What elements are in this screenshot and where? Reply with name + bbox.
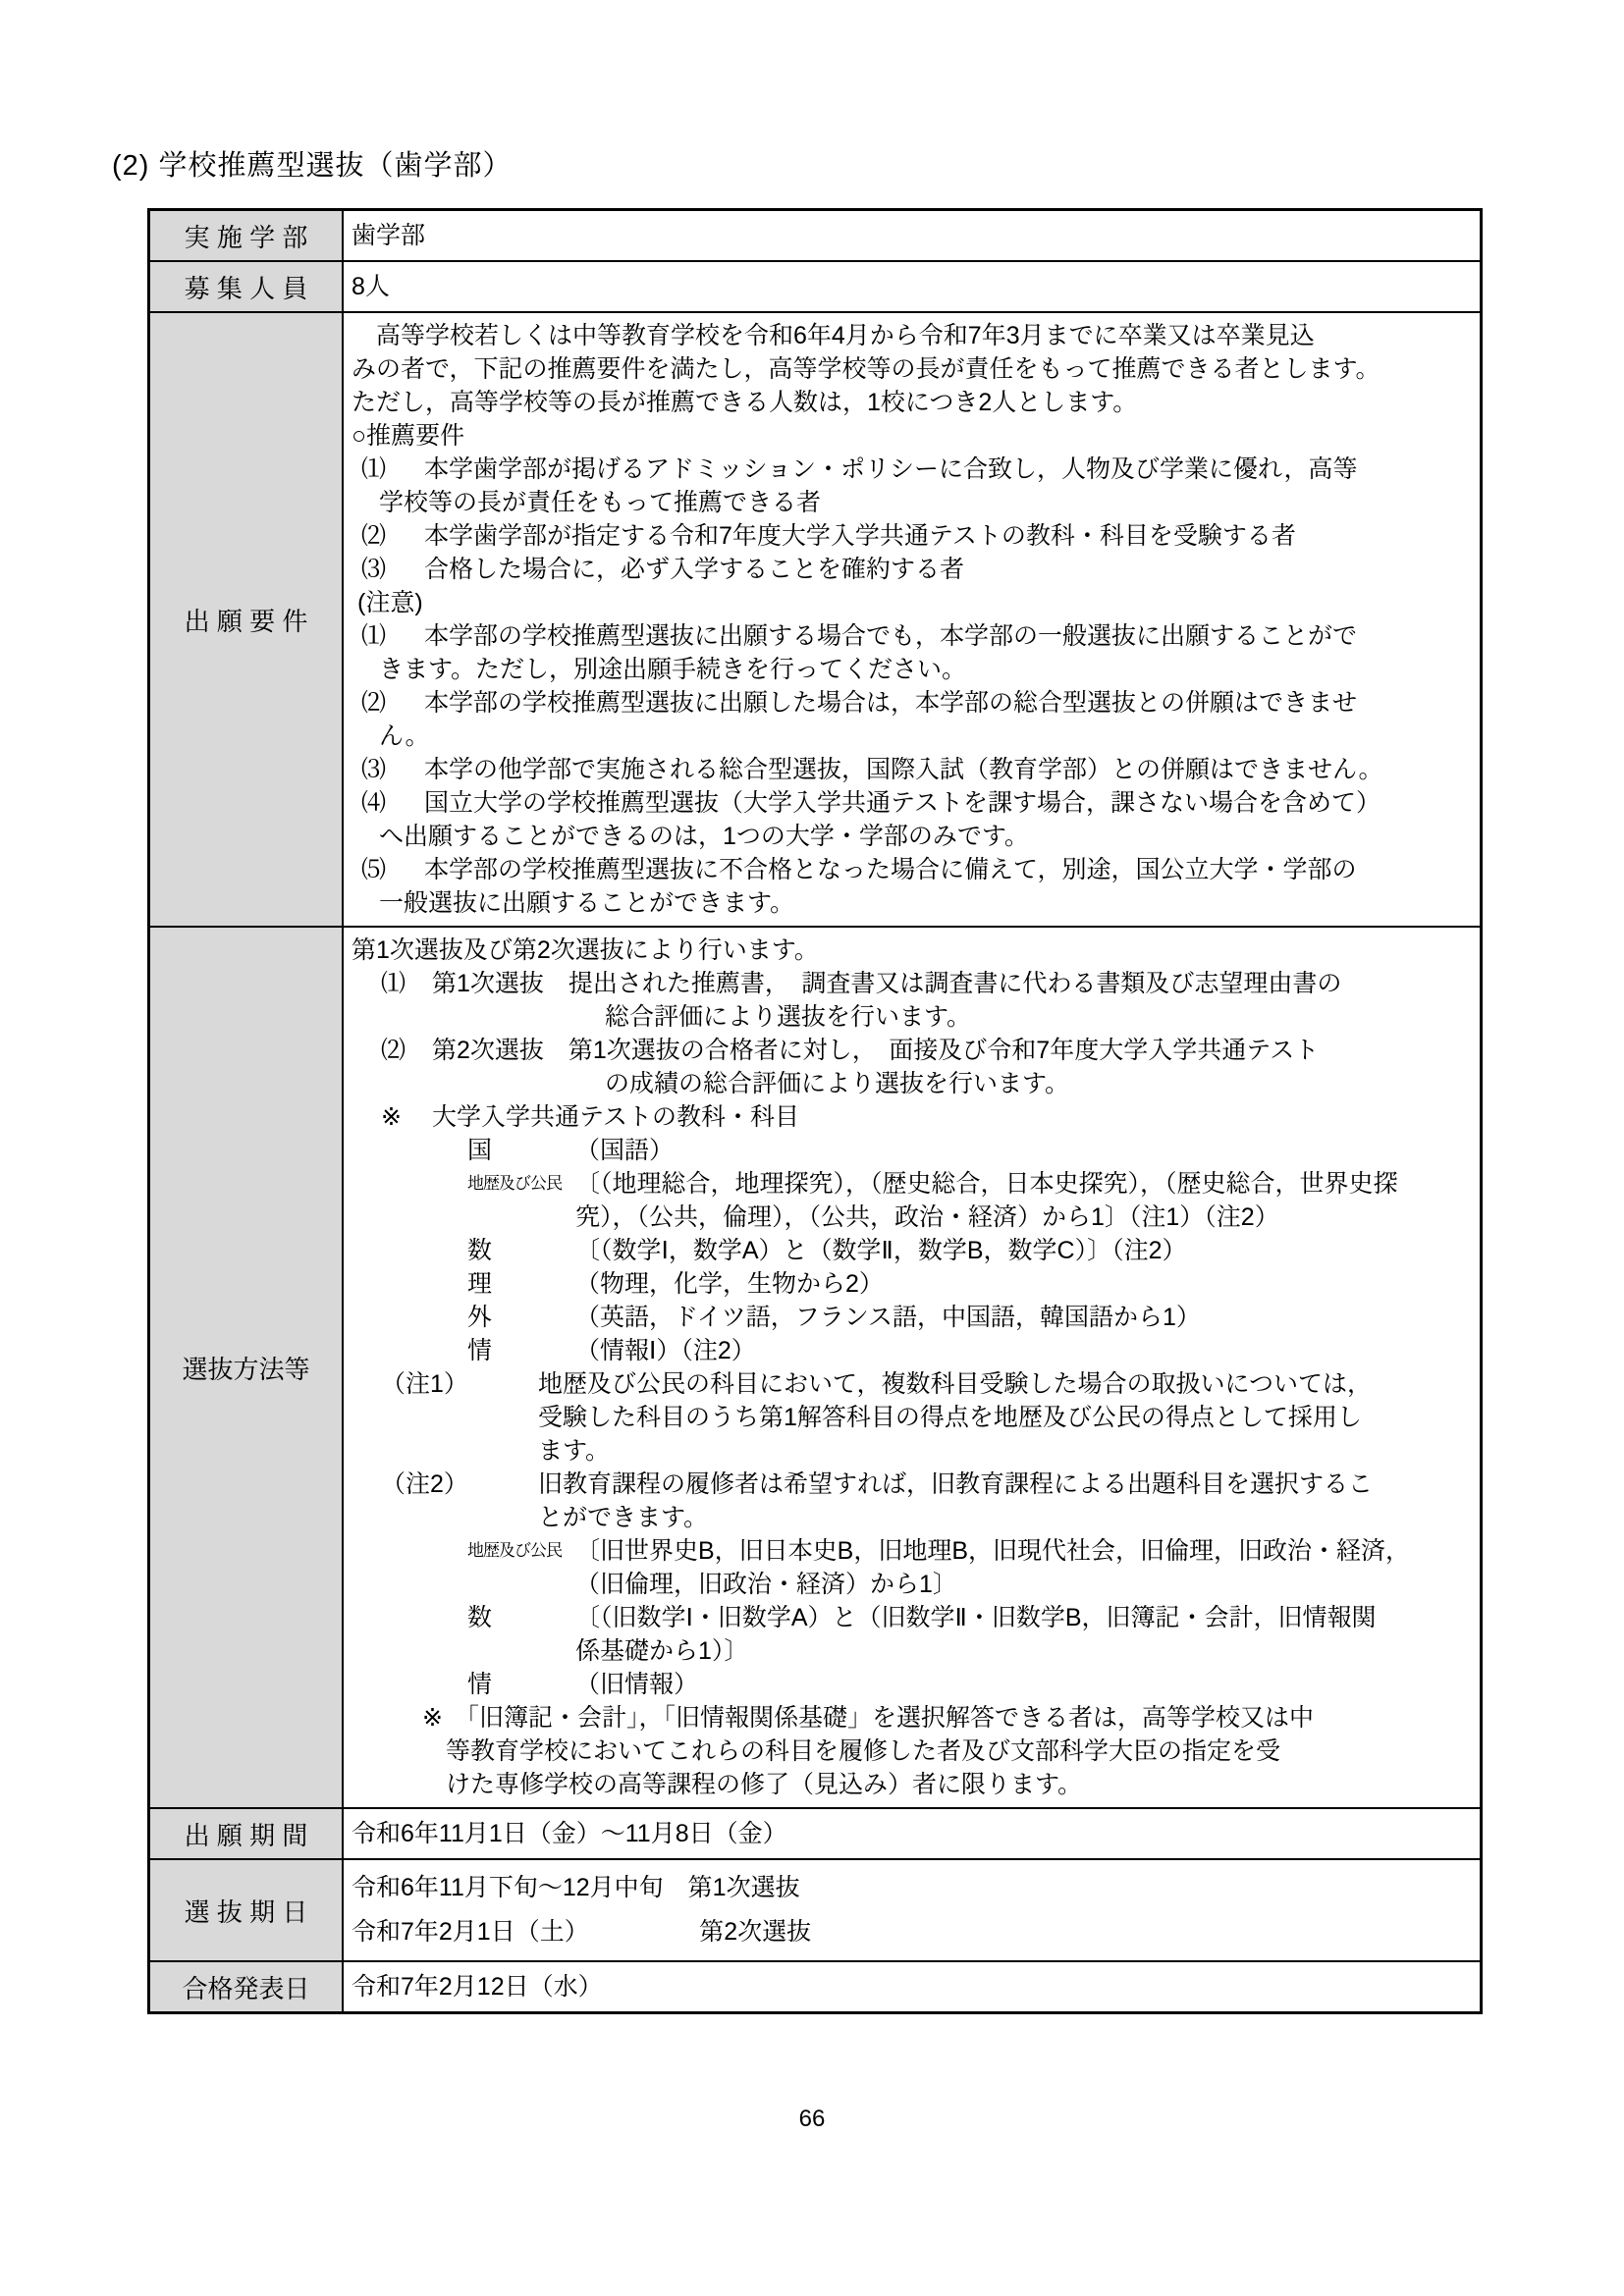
list-marker: ⑵ — [361, 522, 387, 550]
list-marker: ⑴ — [381, 970, 406, 997]
text-line — [352, 1768, 1472, 1801]
line-text: 高等学校若しくは中等教育学校を令和6年4月から令和7年3月までに卒業又は卒業見込 — [352, 322, 1315, 349]
text-line — [352, 886, 1472, 920]
line-text: 係基礎から1）〕 — [575, 1637, 749, 1665]
line-text: 総合評価により選抜を行います。 — [605, 1003, 972, 1031]
text-line — [352, 1201, 1472, 1234]
text-line — [352, 1866, 1472, 1910]
text-line — [352, 753, 1472, 786]
line-text: 等教育学校においてこれらの科目を履修した者及び文部科学大臣の指定を受 — [446, 1737, 1281, 1765]
text-line — [352, 1334, 1472, 1367]
row-label-implementing-faculty: 実 施 学 部 — [150, 211, 344, 260]
line-text: 合格した場合に，必ず入学することを確約する者 — [424, 556, 965, 583]
line-text: ただし，高等学校等の長が推薦できる人数は，1校につき2人とします。 — [352, 389, 1138, 416]
list-marker: ⑶ — [361, 756, 387, 783]
text-line — [352, 419, 1472, 453]
line-text: 8人 — [352, 273, 390, 300]
text-line — [352, 653, 1472, 686]
text-line — [352, 619, 1472, 653]
line-text: みの者で，下記の推薦要件を満たし，高等学校等の長が責任をもって推薦できる者とします。 — [352, 355, 1380, 383]
line-text: ○推薦要件 — [352, 422, 465, 450]
text-line — [352, 1701, 1472, 1735]
row-content-implementing-faculty — [344, 211, 1480, 260]
line-text: （英語，ドイツ語，フランス語，中国語，韓国語から1） — [575, 1304, 1201, 1331]
list-marker: ⑵ — [361, 689, 387, 717]
row-label-application-requirements: 出 願 要 件 — [150, 313, 344, 926]
text-line — [352, 1067, 1472, 1100]
row-content-selection-dates — [344, 1860, 1480, 1960]
list-marker: （注1） — [381, 1370, 468, 1398]
text-line — [352, 1000, 1472, 1034]
row-content-application-period — [344, 1809, 1480, 1858]
text-line — [352, 1401, 1472, 1434]
subject-label: 情 — [467, 1337, 493, 1364]
line-text: 本学の他学部で実施される総合型選抜，国際入試（教育学部）との併願はできません。 — [424, 756, 1383, 783]
line-text: 本学部の学校推薦型選抜に不合格となった場合に備えて，別途，国公立大学・学部の — [424, 856, 1357, 883]
line-text: (注意) — [357, 589, 423, 616]
line-text: 令和6年11月1日（金）～11月8日（金） — [352, 1820, 787, 1847]
text-line — [352, 1735, 1472, 1768]
line-text: 令和6年11月下旬～12月中旬 第1次選抜 — [352, 1874, 800, 1901]
table-row-admission-capacity — [150, 260, 1480, 311]
text-line — [352, 786, 1472, 820]
line-text: 本学歯学部が掲げるアドミッション・ポリシーに合致し，人物及び学業に優れ，高等 — [424, 455, 1358, 483]
list-marker: ※ — [422, 1704, 443, 1732]
list-marker: ⑴ — [361, 455, 387, 483]
line-text: 〔（数学Ⅰ，数学A）と（数学Ⅱ，数学B，数学C）〕（注2） — [575, 1237, 1187, 1264]
line-text: （国語） — [575, 1137, 675, 1164]
page-number: 66 — [798, 2106, 826, 2132]
text-line — [352, 1501, 1472, 1534]
subject-label: 外 — [467, 1304, 493, 1331]
text-line — [352, 1434, 1472, 1468]
table-row-selection-dates — [150, 1858, 1480, 1960]
line-text: （物理，化学，生物から2） — [575, 1270, 884, 1298]
text-line — [352, 820, 1472, 853]
text-line — [352, 1367, 1472, 1401]
line-text: の成績の総合評価により選抜を行います。 — [605, 1070, 1070, 1097]
list-marker: ※ — [381, 1103, 402, 1131]
subject-label: 地歴及び公民 — [467, 1541, 562, 1560]
text-line — [352, 1034, 1472, 1067]
row-label-admission-capacity: 募 集 人 員 — [150, 262, 344, 311]
line-text: 本学部の学校推薦型選抜に出願する場合でも，本学部の一般選抜に出願することがで — [424, 622, 1358, 650]
text-line — [352, 453, 1472, 486]
line-text: 「旧簿記・会計」，「旧情報関係基礎」を選択解答できる者は，高等学校又は中 — [455, 1704, 1315, 1732]
text-line — [352, 1568, 1472, 1601]
row-label-selection-dates: 選 抜 期 日 — [150, 1860, 344, 1960]
text-line — [352, 1468, 1472, 1501]
subject-label: 数 — [467, 1237, 493, 1264]
text-line — [352, 1634, 1472, 1668]
line-text: 本学部の学校推薦型選抜に出願した場合は，本学部の総合型選抜との併願はできませ — [424, 689, 1358, 717]
text-line — [352, 1167, 1472, 1201]
text-line — [352, 1100, 1472, 1134]
line-text: 第1次選抜及び第2次選抜により行います。 — [352, 936, 819, 964]
line-text: 〔旧世界史B，旧日本史B，旧地理B，旧現代社会，旧倫理，旧政治・経済， — [575, 1537, 1411, 1565]
line-text: 受験した科目のうち第1解答科目の得点を地歴及び公民の得点として採用し — [538, 1404, 1362, 1431]
text-line — [352, 1267, 1472, 1301]
admission-table — [147, 208, 1483, 2014]
text-line — [352, 1968, 1472, 2005]
text-line — [352, 720, 1472, 753]
line-text: （旧倫理，旧政治・経済）から1〕 — [575, 1571, 957, 1598]
text-line — [352, 686, 1472, 720]
text-line — [352, 1301, 1472, 1334]
line-text: 令和7年2月1日（土） 第2次選抜 — [352, 1918, 812, 1946]
line-text: （旧情報） — [575, 1671, 699, 1698]
text-line — [352, 268, 1472, 305]
line-text: 〔（地理総合，地理探究），（歴史総合，日本史探究），（歴史総合，世界史探 — [575, 1170, 1398, 1198]
list-marker: ⑴ — [361, 622, 387, 650]
row-label-results-announcement: 合格発表日 — [150, 1962, 344, 2011]
line-text: （情報Ⅰ）（注2） — [575, 1337, 756, 1364]
line-text: 旧教育課程の履修者は希望すれば，旧教育課程による出題科目を選択するこ — [538, 1470, 1374, 1498]
line-text: ます。 — [538, 1437, 611, 1465]
line-text: ん。 — [379, 722, 430, 750]
line-text: 国立大学の学校推薦型選抜（大学入学共通テストを課す場合，課さない場合を含めて） — [424, 789, 1381, 817]
row-content-admission-capacity — [344, 262, 1480, 311]
list-marker: ⑵ — [381, 1037, 406, 1064]
row-label-application-period: 出 願 期 間 — [150, 1809, 344, 1858]
line-text: 本学歯学部が指定する令和7年度大学入学共通テストの教科・科目を受験する者 — [424, 522, 1296, 550]
subject-label: 理 — [467, 1270, 493, 1298]
table-row-implementing-faculty — [150, 211, 1480, 260]
table-row-selection-method — [150, 926, 1480, 1807]
subject-label: 数 — [467, 1604, 493, 1631]
row-content-results-announcement — [344, 1962, 1480, 2011]
line-text: 地歴及び公民の科目において，複数科目受験した場合の取扱いについては， — [538, 1370, 1373, 1398]
text-line — [352, 217, 1472, 254]
text-line — [352, 1534, 1472, 1568]
line-text: 一般選抜に出願することができます。 — [379, 889, 795, 917]
table-row-application-period — [150, 1807, 1480, 1858]
line-text: へ出願することができるのは，1つの大学・学部のみです。 — [379, 823, 1029, 850]
line-text: けた専修学校の高等課程の修了（見込み）者に限ります。 — [446, 1771, 1083, 1798]
table-row-application-requirements — [150, 311, 1480, 926]
text-line — [352, 486, 1472, 519]
text-line — [352, 386, 1472, 419]
text-line — [352, 586, 1472, 619]
text-line — [352, 1601, 1472, 1634]
text-line — [352, 319, 1472, 352]
row-content-selection-method — [344, 928, 1480, 1807]
text-line — [352, 352, 1472, 386]
line-text: 究），（公共，倫理），（公共，政治・経済）から1〕（注1）（注2） — [575, 1203, 1279, 1231]
text-line — [352, 1910, 1472, 1954]
section-title: (2) 学校推薦型選抜（歯学部） — [112, 150, 513, 182]
list-marker: （注2） — [381, 1470, 468, 1498]
text-line — [352, 934, 1472, 967]
row-content-application-requirements — [344, 313, 1480, 926]
text-line — [352, 967, 1472, 1000]
line-text: 歯学部 — [352, 222, 426, 249]
line-text: 〔（旧数学Ⅰ・旧数学A）と（旧数学Ⅱ・旧数学B，旧簿記・会計，旧情報関 — [575, 1604, 1377, 1631]
line-text: とができます。 — [538, 1504, 709, 1531]
subject-label: 地歴及び公民 — [467, 1174, 562, 1193]
row-label-selection-method: 選抜方法等 — [150, 928, 344, 1807]
list-marker: ⑸ — [361, 856, 387, 883]
list-marker: ⑶ — [361, 556, 387, 583]
line-text: きます。ただし，別途出願手続きを行ってください。 — [379, 656, 967, 683]
text-line — [352, 853, 1472, 886]
text-line — [352, 1134, 1472, 1167]
text-line — [352, 1234, 1472, 1267]
list-marker: ⑷ — [361, 789, 387, 817]
subject-label: 情 — [467, 1671, 493, 1698]
line-text: 第1次選抜 提出された推薦書， 調査書又は調査書に代わる書類及び志望理由書の — [432, 970, 1342, 997]
line-text: 大学入学共通テストの教科・科目 — [432, 1103, 800, 1131]
text-line — [352, 519, 1472, 553]
subject-label: 国 — [467, 1137, 493, 1164]
line-text: 学校等の長が責任をもって推薦できる者 — [379, 489, 822, 516]
line-text: 令和7年2月12日（水） — [352, 1973, 603, 2001]
line-text: 第2次選抜 第1次選抜の合格者に対し， 面接及び令和7年度大学入学共通テスト — [432, 1037, 1320, 1064]
text-line — [352, 1815, 1472, 1852]
text-line — [352, 1668, 1472, 1701]
table-row-results-announcement — [150, 1960, 1480, 2011]
text-line — [352, 553, 1472, 586]
